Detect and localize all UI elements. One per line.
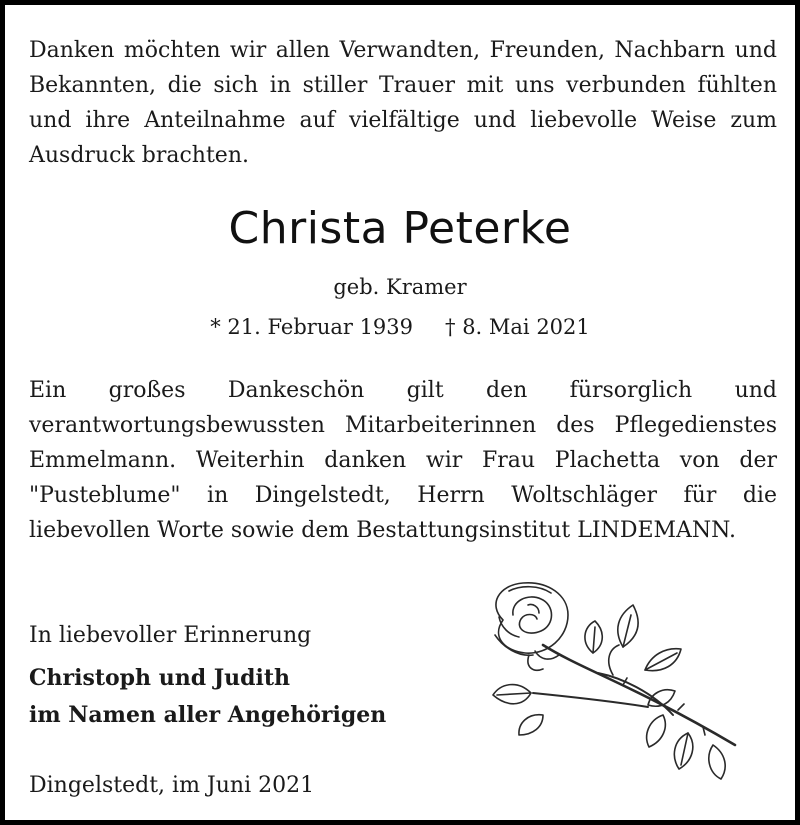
life-dates [5, 315, 795, 339]
rose-icon [473, 575, 743, 790]
intro-paragraph: Danken möchten wir allen Verwandten, Freunden, Nachbarn und Bekannten, die sich in stiller Trauer mit uns verbunden fühlten und ihre Anteilnahme auf vielfältige und liebevolle Weise zum Ausdruck brachten. [29, 38, 777, 168]
birth-date: * 21. Februar 1939 [210, 315, 414, 339]
thanks-paragraph: Ein großes Dankeschön gilt den fürsorglich und verantwortungsbewussten Mitarbeiterinnen des Pflegedienstes Emmelmann. Weiterhin danken wir Frau Plachetta von der "Pusteblume" in Dingelstedt, Herrn Woltschläger für die liebevollen Worte sowie dem Bestattungsinstitut LINDEMANN. [29, 378, 777, 543]
place-date: Dingelstedt, im Juni 2021 [29, 773, 315, 798]
maiden-name: geb. Kramer [333, 275, 467, 299]
signature-names: Christoph und Judith [29, 665, 291, 691]
deceased-name: Christa Peterke [228, 203, 572, 254]
signature-relatives: im Namen aller Angehörigen [29, 702, 387, 728]
memory-line: In liebevoller Erinnerung [29, 623, 312, 648]
death-date: † 8. Mai 2021 [445, 315, 590, 339]
